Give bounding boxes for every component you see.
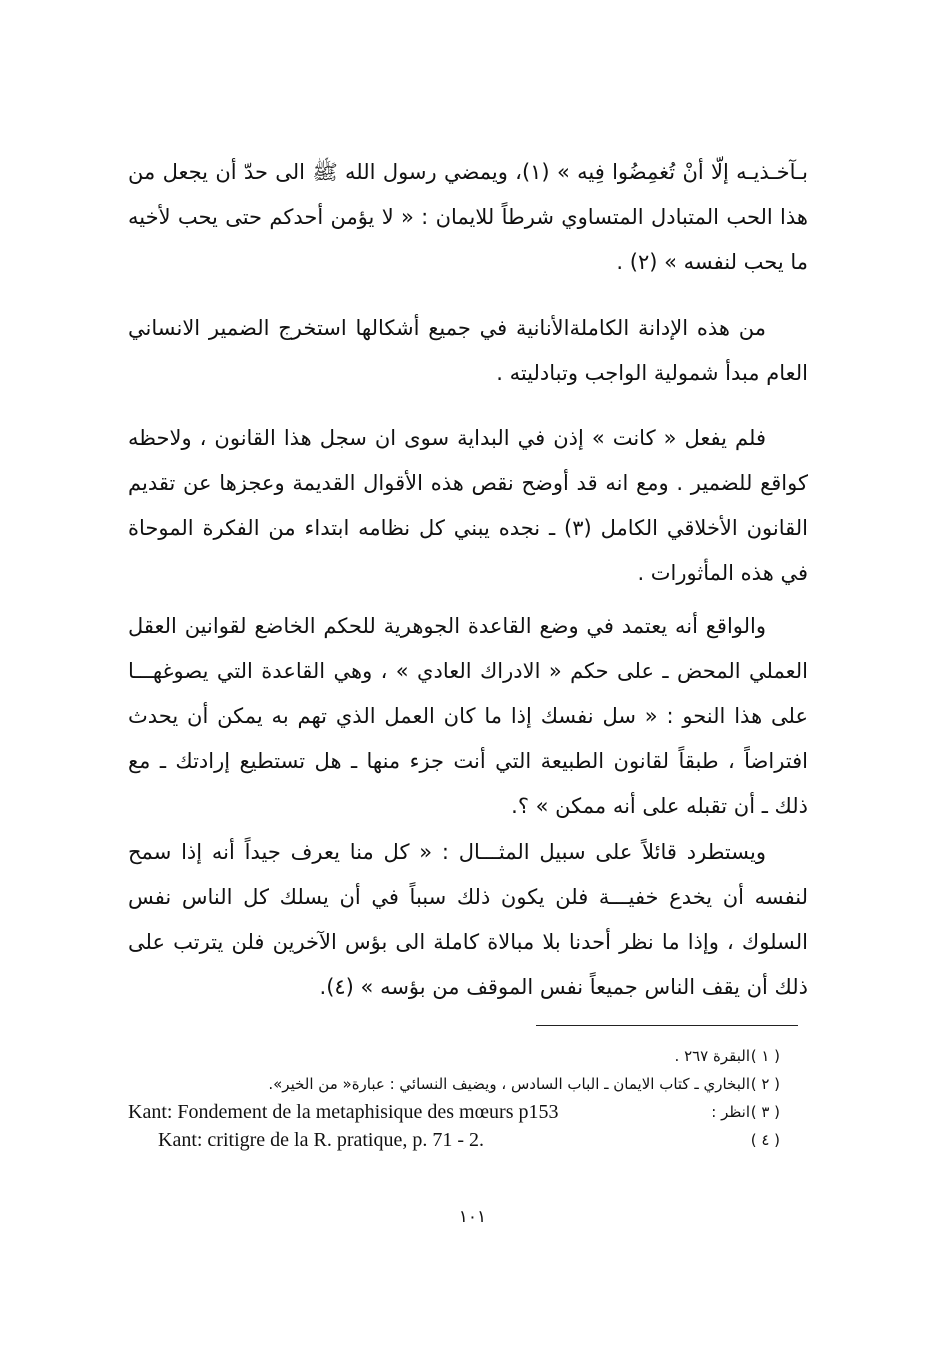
footnote-reference: Kant: critigre de la R. pratique, p. 71 - 2.: [158, 1129, 485, 1151]
paragraph-text: والواقع أنه يعتمد في وضع القاعدة الجوهرية للحكم الخاضع لقوانين العقل العملي المحض ـ على حكم « الادراك العادي » ، وهي القاعدة التي يصوغهـــا على هذا النحو : « سل نفسك إذا ما كان العمل الذي تهم به يمكن أن يحدث افتراضاً ، طبقاً لقانون الطبيعة التي أنت جزء منها ـ هل تستطيع إرادتك ـ مع ذلك ـ أن تقبله على أنه ممكن » ؟.: [128, 614, 808, 818]
footnote-reference: Kant: Fondement de la metaphisique des mœurs p153: [128, 1101, 559, 1123]
paragraph-text: بـآخـذيـه إلّا أنْ تُغمِضُوا فِيه » (١)، ويمضي رسول الله ﷺ الى حدّ أن يجعل من هذا الحب المتبادل المتساوي شرطاً للايمان : « لا يؤمن أحدكم حتى يحب لأخيه ما يحب لنفسه » (٢) .: [128, 160, 808, 274]
paragraph-3: [128, 416, 808, 596]
paragraph-text: من هذه الإدانة الكاملةالأنانية في جميع أشكالها استخرج الضمير الانساني العام مبدأ شمولية الواجب وتبادليته .: [128, 316, 808, 385]
paragraph-4: [128, 604, 808, 829]
footnotes: [128, 1042, 780, 1154]
paragraph-1: [128, 150, 808, 285]
footnote-2: [128, 1070, 780, 1098]
footnote-1: [128, 1042, 780, 1070]
footnote-3: [128, 1098, 780, 1126]
paragraph-5: [128, 830, 808, 1010]
footnote-marker: ( ٣ ): [750, 1103, 780, 1121]
footnote-separator: [536, 1025, 798, 1026]
footnote-marker: ( ٤ ): [750, 1131, 780, 1149]
footnote-marker: ( ٢ ): [750, 1075, 780, 1093]
footnote-text: البقرة ٢٦٧ .: [674, 1047, 750, 1065]
footnote-text: البخاري ـ كتاب الايمان ـ الباب السادس ، ويضيف النسائي : عبارة« من الخير».: [268, 1075, 750, 1093]
paragraph-text: فلم يفعل « كانت » إذن في البداية سوى ان سجل هذا القانون ، ولاحظه كواقع للضمير . ومع انه قد أوضح نقص هذه الأقوال القديمة وعجزها عن تقديم القانون الأخلاقي الكامل (٣) ـ نجده يبني كل نظامه ابتداء من الفكرة الموحاة في هذه المأثورات .: [128, 426, 808, 585]
paragraph-text: ويستطرد قائلاً على سبيل المثـــال : « كل منا يعرف جيداً أنه إذا سمح لنفسه أن يخدع خفيـــة فلن يكون ذلك سبباً في أن يسلك كل الناس نفس السلوك ، وإذا ما نظر أحدنا بلا مبالاة كاملة الى بؤس الآخرين فلن يترتب على ذلك أن يقف الناس جميعاً نفس الموقف من بؤسه » (٤).: [128, 840, 808, 999]
paragraph-2: [128, 306, 808, 396]
page-number: ١٠١: [458, 1207, 487, 1227]
footnote-text: انظر :: [711, 1103, 750, 1121]
footnote-marker: ( ١ ): [750, 1047, 780, 1065]
footnote-4: [128, 1126, 780, 1154]
